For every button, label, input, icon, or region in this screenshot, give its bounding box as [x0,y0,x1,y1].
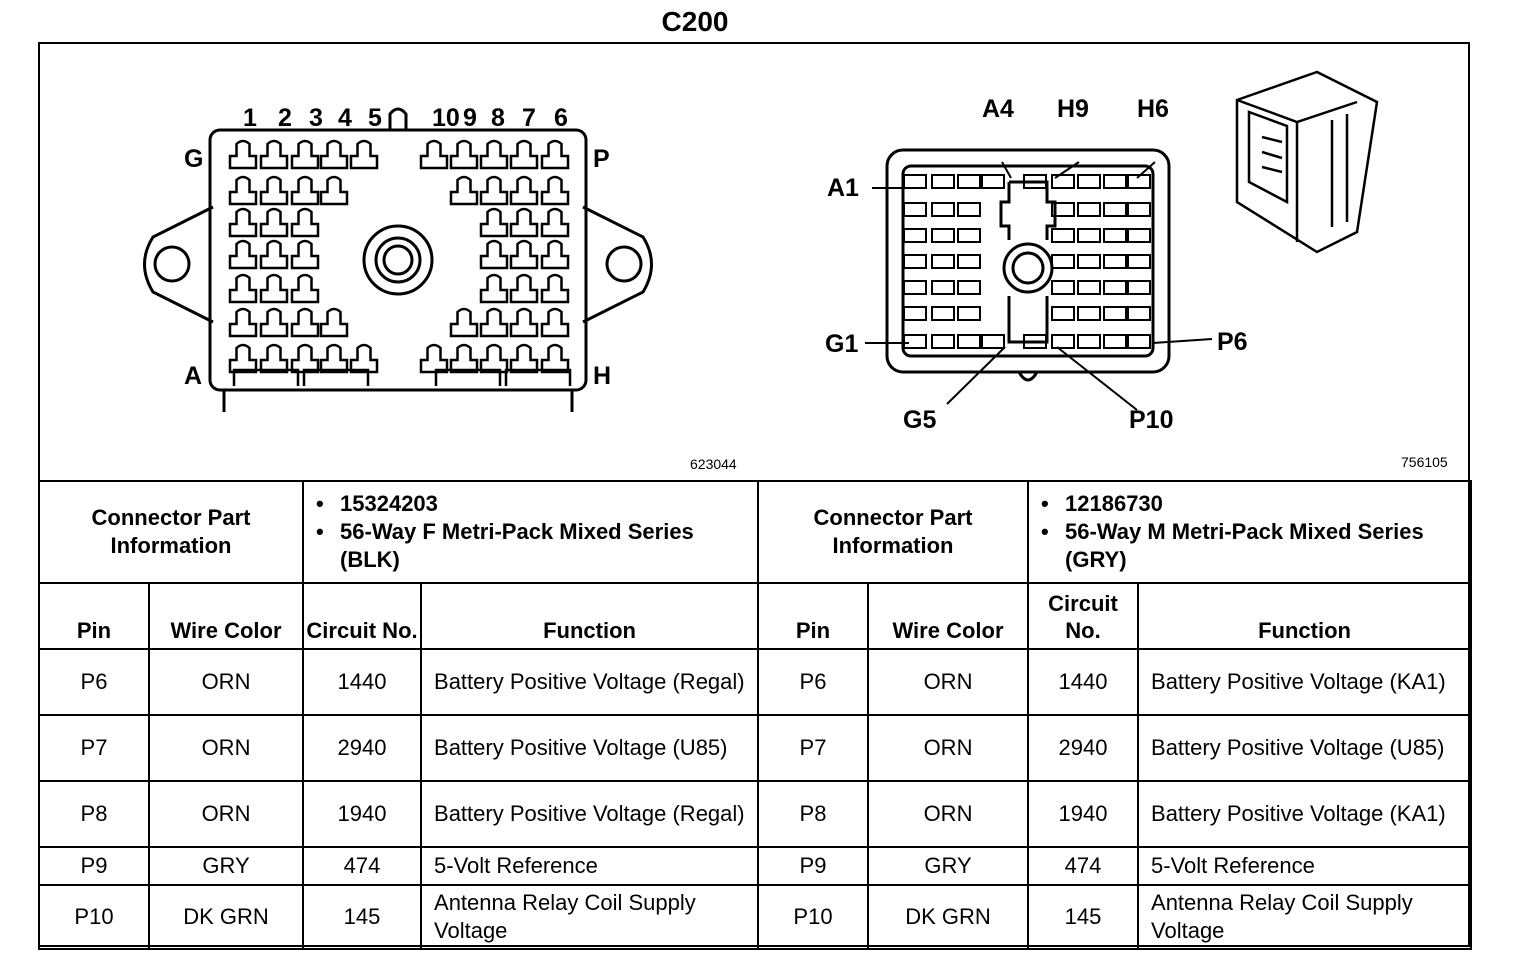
table-row [39,715,758,781]
pin-terminal [958,229,980,242]
pin-terminal [932,335,954,348]
function-cell: Antenna Relay Coil Supply Voltage [1138,885,1471,949]
pin-terminal [1078,335,1100,348]
pinout-table-left [38,480,759,950]
row-label-p: P [593,145,610,173]
figure-code-left: 623044 [690,456,737,472]
pin-cavity [421,345,447,372]
row-label-g: G [184,145,204,173]
pin-terminal [982,175,1004,188]
pin-terminal [904,335,926,348]
header-wire-color: Wire Color [868,583,1028,649]
connector-part-info [1028,481,1471,583]
pin-cavity [321,177,347,204]
row-label-a: A [184,362,203,390]
pin-cavity [261,309,287,336]
pin-cavity [292,177,318,204]
function-cell: Battery Positive Voltage (Regal) [421,649,758,715]
callout-p10: P10 [1129,406,1174,434]
pin-terminal [958,175,980,188]
pin-cavity [481,309,507,336]
column-label: 10 [432,104,460,132]
circuit-cell: 474 [303,847,421,885]
pin-terminal [1104,203,1126,216]
column-label: 4 [338,104,352,132]
pin-terminal [1052,307,1074,320]
pin-cavity [292,345,318,372]
pin-terminal [1052,255,1074,268]
pin-terminal [1078,175,1100,188]
connector-part-info [303,481,758,583]
function-cell: Antenna Relay Coil Supply Voltage [421,885,758,949]
pin-terminal [932,307,954,320]
pin-terminal [1078,307,1100,320]
wire-cell: ORN [149,781,303,847]
center-post-outer [364,226,432,294]
callout-p6: P6 [1217,328,1248,356]
pin-cavity [261,177,287,204]
pin-terminal [1078,229,1100,242]
function-cell: 5-Volt Reference [1138,847,1471,885]
pin-terminal [1052,281,1074,294]
connector-3d-sketch [1237,72,1377,252]
pin-cavity [292,209,318,236]
male-connector-drawing [757,42,1470,480]
pin-cavity [261,345,287,372]
female-connector-drawing [38,42,757,480]
pin-cavity [292,141,318,168]
pin-terminal [1128,335,1150,348]
pin-cavity [511,209,537,236]
pin-terminal [1104,281,1126,294]
pin-cavity [230,177,256,204]
pin-cell: P6 [39,649,149,715]
pin-terminal [1104,255,1126,268]
table-row [758,885,1471,949]
function-cell: Battery Positive Voltage (U85) [421,715,758,781]
pin-terminal [932,203,954,216]
table-row [758,715,1471,781]
pin-cavity [321,141,347,168]
figure-code-right: 756105 [1401,454,1448,470]
right-ear-hole [607,247,641,281]
pin-terminal [1078,203,1100,216]
circuit-cell: 2940 [1028,715,1138,781]
pin-terminal [904,175,926,188]
function-cell: Battery Positive Voltage (U85) [1138,715,1471,781]
pin-cavity [542,309,568,336]
pin-terminal [1052,335,1074,348]
table-row [758,847,1471,885]
pin-cavity [481,345,507,372]
pin-cavity [351,141,377,168]
pin-cell: P7 [39,715,149,781]
pin-cavity [542,141,568,168]
pin-terminal [1128,307,1150,320]
callout-h6: H6 [1137,95,1169,123]
header-pin: Pin [39,583,149,649]
header-circuit: Circuit No. [303,583,421,649]
pin-cavity [511,141,537,168]
male-connector-diagram [757,42,1470,480]
header-wire-color: Wire Color [149,583,303,649]
circuit-cell: 1940 [1028,781,1138,847]
table-row [758,649,1471,715]
circuit-cell: 145 [1028,885,1138,949]
wire-cell: GRY [149,847,303,885]
pin-cavity [481,241,507,268]
connector-info-label: Connector Part Information [758,481,1028,583]
pin-cavity [230,275,256,302]
wire-cell: ORN [868,781,1028,847]
column-label: 5 [368,104,382,132]
pin-terminal [958,255,980,268]
pin-terminal [1104,335,1126,348]
wire-cell: ORN [868,649,1028,715]
female-connector-diagram [38,42,757,480]
pin-terminal [904,307,926,320]
wire-cell: ORN [868,715,1028,781]
pin-terminal [932,175,954,188]
wire-cell: DK GRN [868,885,1028,949]
pin-terminal [932,255,954,268]
pin-cell: P10 [39,885,149,949]
column-label: 8 [491,104,505,132]
pin-cavity [230,241,256,268]
column-label: 9 [463,104,477,132]
pinout-table-right [757,480,1472,950]
pin-terminal [1128,255,1150,268]
pin-terminal [1078,281,1100,294]
connector-title: C200 [661,6,729,37]
pin-cell: P6 [758,649,868,715]
pin-cavity [230,141,256,168]
pin-terminal [958,307,980,320]
circuit-cell: 2940 [303,715,421,781]
callout-g1: G1 [825,330,859,358]
pin-cavity [451,345,477,372]
pin-cavity [230,345,256,372]
column-label: 2 [278,104,292,132]
pin-cavity [542,275,568,302]
function-cell: Battery Positive Voltage (KA1) [1138,649,1471,715]
key-notch [390,109,406,130]
pin-cavity [421,141,447,168]
part-description: • 56-Way F Metri-Pack Mixed Series (BLK) [340,518,757,574]
header-function: Function [421,583,758,649]
callout-h9: H9 [1057,95,1089,123]
pin-cell: P8 [39,781,149,847]
pin-terminal [904,203,926,216]
pin-terminal [1128,229,1150,242]
callout-a4: A4 [982,95,1014,123]
pin-cell: P7 [758,715,868,781]
pin-cavity [511,309,537,336]
pin-terminal [958,203,980,216]
pin-terminal [1104,175,1126,188]
pin-cavity [261,275,287,302]
pin-cavity [321,345,347,372]
circuit-cell: 1940 [303,781,421,847]
pin-cell: P8 [758,781,868,847]
pin-cell: P10 [758,885,868,949]
pin-cavity [321,309,347,336]
pin-terminal [904,229,926,242]
pin-cavity [261,209,287,236]
center-post-inner [1013,253,1043,283]
table-row [39,781,758,847]
pin-cavity [542,241,568,268]
pin-cavity [451,177,477,204]
wire-cell: ORN [149,715,303,781]
pin-terminal [904,255,926,268]
table-row [758,781,1471,847]
pin-cavity [542,345,568,372]
pin-cell: P9 [39,847,149,885]
pin-terminal [932,229,954,242]
pin-cavity [230,309,256,336]
pin-cavity [481,275,507,302]
circuit-cell: 145 [303,885,421,949]
wire-cell: ORN [149,649,303,715]
pin-cavity [511,275,537,302]
pin-terminal [1128,203,1150,216]
pin-terminal [958,335,980,348]
table-row [39,847,758,885]
function-cell: Battery Positive Voltage (Regal) [421,781,758,847]
female-pin-grid [230,141,570,386]
circuit-cell: 1440 [1028,649,1138,715]
pin-cavity [292,241,318,268]
pin-terminal [982,335,1004,348]
pin-cavity [230,209,256,236]
row-label-h: H [593,362,612,390]
pin-cavity [542,209,568,236]
pin-cavity [511,241,537,268]
callout-a1: A1 [827,174,859,202]
callout-g5: G5 [903,406,937,434]
pin-terminal [932,281,954,294]
table-row [39,885,758,949]
function-cell: Battery Positive Voltage (KA1) [1138,781,1471,847]
header-pin: Pin [758,583,868,649]
pin-cell: P9 [758,847,868,885]
center-post-outer [1004,244,1052,292]
pin-terminal [1104,307,1126,320]
pin-terminal [1128,281,1150,294]
pin-terminal [904,281,926,294]
part-number: • 15324203 [340,490,757,518]
pin-cavity [261,241,287,268]
header-function: Function [1138,583,1471,649]
pin-terminal [958,281,980,294]
wire-cell: DK GRN [149,885,303,949]
pin-cavity [511,345,537,372]
function-cell: 5-Volt Reference [421,847,758,885]
wire-cell: GRY [868,847,1028,885]
pin-cavity [451,309,477,336]
connector-body-inner [903,166,1153,356]
circuit-cell: 474 [1028,847,1138,885]
left-ear-hole [155,247,189,281]
pin-cavity [351,345,377,372]
header-circuit: Circuit No. [1028,583,1138,649]
pin-cavity [451,141,477,168]
column-label: 6 [554,104,568,132]
pin-cavity [292,275,318,302]
column-label: 3 [309,104,323,132]
pin-terminal [1104,229,1126,242]
table-row [39,649,758,715]
pin-terminal [1052,229,1074,242]
pin-cavity [292,309,318,336]
pin-cavity [511,177,537,204]
pin-cavity [481,209,507,236]
male-pin-grid [904,175,1150,348]
column-label: 7 [522,104,536,132]
pin-cavity [542,177,568,204]
column-label: 1 [243,104,257,132]
pin-cavity [261,141,287,168]
pin-cavity [481,141,507,168]
circuit-cell: 1440 [303,649,421,715]
part-number: • 12186730 [1065,490,1470,518]
connector-info-label: Connector Part Information [39,481,303,583]
pin-cavity [481,177,507,204]
pin-terminal [1078,255,1100,268]
part-description: • 56-Way M Metri-Pack Mixed Series (GRY) [1065,518,1470,574]
